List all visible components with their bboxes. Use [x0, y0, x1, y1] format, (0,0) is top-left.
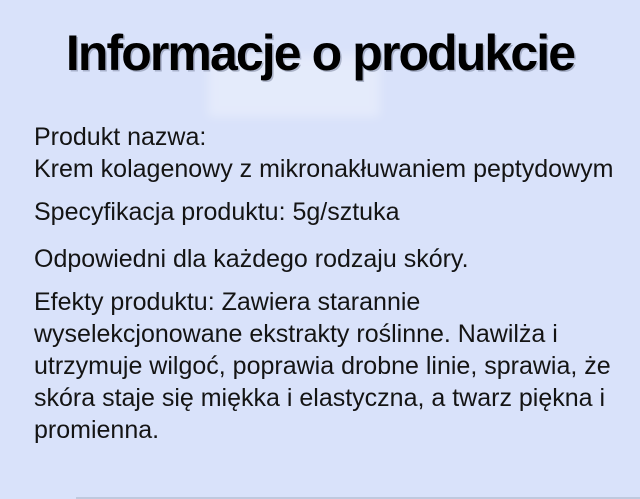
- product-effects-line-4: skóra staje się miękka i elastyczna, a twarz piękna i: [34, 384, 606, 412]
- product-spec-paragraph: [34, 196, 620, 228]
- product-effects-line-5: promienna.: [34, 416, 160, 444]
- product-name-value: Krem kolagenowy z mikronakłuwaniem peptydowym: [34, 155, 614, 183]
- product-description: [0, 121, 640, 446]
- skin-type-line: Odpowiedni dla każdego rodzaju skóry.: [34, 245, 469, 273]
- page-title: Informacje o produkcie: [65, 25, 575, 81]
- product-info-page: [0, 25, 640, 499]
- product-effects-line-2: wyselekcjonowane ekstrakty roślinne. Nawilża i: [34, 320, 558, 348]
- product-effects-paragraph: [34, 286, 620, 446]
- product-effects-line-1: Efekty produktu: Zawiera starannie: [34, 288, 421, 316]
- product-name-label: Produkt nazwa:: [34, 123, 207, 151]
- product-name-paragraph: [34, 121, 620, 185]
- skin-type-paragraph: [34, 243, 620, 275]
- product-spec-line: Specyfikacja produktu: 5g/sztuka: [34, 198, 400, 226]
- product-effects-line-3: utrzymuje wilgoć, poprawia drobne linie, sprawia, że: [34, 352, 611, 380]
